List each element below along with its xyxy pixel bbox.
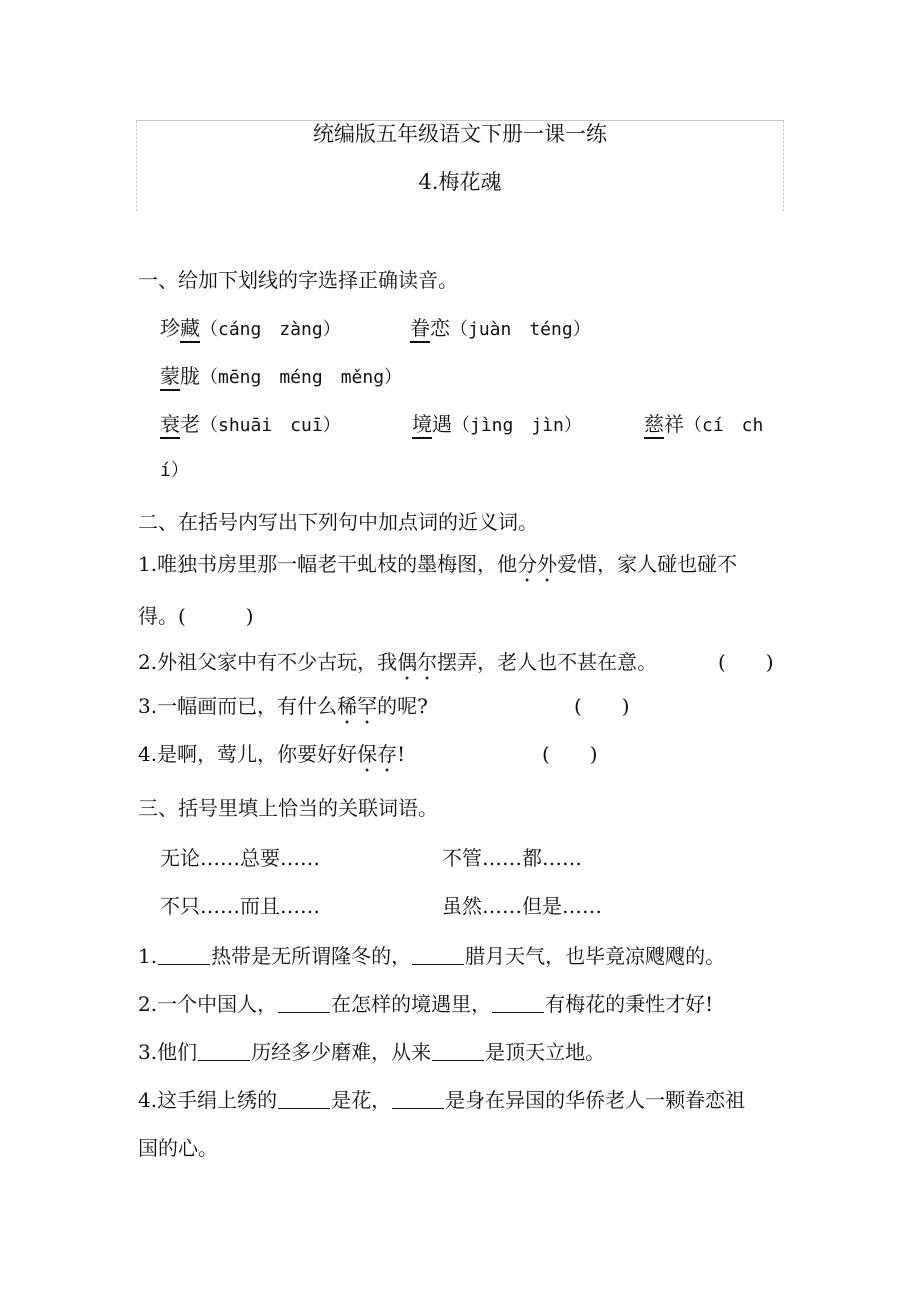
reading-item-shuailao: 衰老（shuāi cuī） — [160, 412, 341, 436]
conjunction-option: 不只……而且…… — [160, 894, 320, 918]
fill-question-1: 1. 热带是无所谓隆冬的， 腊月天气，也毕竟凉飕飕的。 — [138, 944, 726, 968]
pinyin-options: （mēng méng měng） — [200, 367, 403, 388]
synonym-question-3: 3.一幅画而已，有什么稀罕的呢? — [138, 694, 428, 718]
section3-heading: 三、括号里填上恰当的关联词语。 — [138, 796, 438, 820]
underlined-char: 慈 — [644, 412, 664, 436]
dotted-word: 保存 — [357, 742, 398, 766]
underlined-char: 境 — [412, 412, 432, 436]
reading-item-cixiang: 慈祥（cí ch — [644, 412, 764, 436]
reading-item-juanlian: 眷恋（juàn téng） — [410, 316, 591, 340]
fill-blank[interactable] — [492, 994, 544, 1013]
fill-question-3: 3.他们 历经多少磨难，从来 是顶天立地。 — [138, 1040, 606, 1064]
fill-question-4: 4.这手绢上绣的 是花， 是身在异国的华侨老人一颗眷恋祖 — [138, 1088, 746, 1112]
underlined-char: 藏 — [180, 316, 200, 340]
conjunction-option: 无论……总要…… — [160, 846, 320, 870]
synonym-question-4: 4.是啊，莺儿，你要好好保存! — [138, 742, 406, 766]
fill-blank[interactable] — [412, 946, 464, 965]
synonym-question-2: 2.外祖父家中有不少古玩，我偶尔摆弄，老人也不甚在意。 — [138, 650, 658, 674]
pinyin-wrap: í） — [160, 460, 189, 481]
dotted-word: 偶尔 — [397, 650, 438, 674]
dotted-word: 稀罕 — [337, 694, 378, 718]
fill-blank[interactable] — [278, 1090, 330, 1109]
answer-blank-2[interactable]: ( ) — [718, 650, 774, 674]
underlined-char: 眷 — [410, 316, 430, 340]
conjunction-option: 虽然……但是…… — [442, 894, 602, 918]
fill-blank[interactable] — [198, 1042, 250, 1061]
pinyin-options: （juàn téng） — [450, 319, 591, 340]
fill-question-4-cont: 国的心。 — [138, 1136, 218, 1160]
fill-blank[interactable] — [392, 1090, 444, 1109]
dotted-word: 分外 — [517, 552, 558, 576]
page-title: 统编版五年级语文下册一课一练 — [313, 122, 607, 146]
conjunction-option: 不管……都…… — [442, 846, 582, 870]
fill-blank[interactable] — [158, 946, 210, 965]
reading-item-menglong: 蒙胧（mēng méng měng） — [160, 364, 403, 388]
underlined-char: 衰 — [160, 412, 180, 436]
pinyin-options: （jìng jìn） — [452, 415, 582, 436]
lesson-title: 4.梅花魂 — [418, 170, 502, 194]
section2-heading: 二、在括号内写出下列句中加点词的近义词。 — [138, 510, 538, 534]
section1-heading: 一、给加下划线的字选择正确读音。 — [138, 268, 458, 292]
reading-item-zhencang: 珍藏（cáng zàng） — [160, 316, 341, 340]
answer-blank-4[interactable]: ( ) — [542, 742, 598, 766]
pinyin-options: （shuāi cuī） — [200, 415, 341, 436]
fill-question-2: 2.一个中国人， 在怎样的境遇里， 有梅花的秉性才好! — [138, 992, 714, 1016]
pinyin-options: （cáng zàng） — [200, 319, 341, 340]
pinyin-options: （cí ch — [684, 415, 764, 436]
answer-blank-3[interactable]: ( ) — [574, 694, 630, 718]
reading-item-jingyu: 境遇（jìng jìn） — [412, 412, 582, 436]
synonym-question-1-cont: 得。( ) — [138, 604, 254, 628]
synonym-question-1: 1.唯独书房里那一幅老干虬枝的墨梅图，他分外爱惜，家人碰也碰不 — [138, 552, 738, 576]
fill-blank[interactable] — [278, 994, 330, 1013]
fill-blank[interactable] — [432, 1042, 484, 1061]
underlined-char: 蒙 — [160, 364, 180, 388]
